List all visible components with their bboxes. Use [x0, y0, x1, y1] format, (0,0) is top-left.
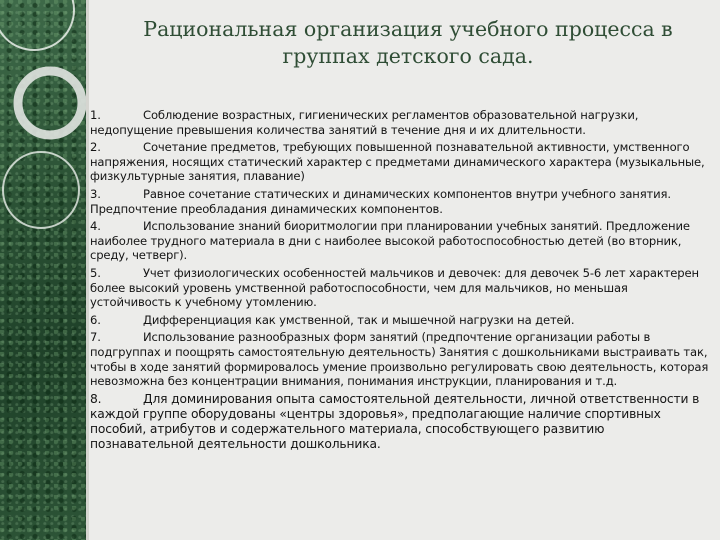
list-item: [90, 313, 710, 328]
item-text: Сочетание предметов, требующих повышенной познавательной активности, умственного напряжения, носящих статический характер с предметами динамического характера (музыкальные, физкультурные занятия, плавание): [90, 140, 705, 184]
sidebar-edge: [86, 0, 89, 540]
item-number: 8.: [90, 391, 102, 406]
item-text: Соблюдение возрастных, гигиенических регламентов образовательной нагрузки, недопущение превышения количества занятий в течение дня и их длительности.: [90, 108, 639, 137]
item-text: Дифференциация как умственной, так и мышечной нагрузки на детей.: [143, 312, 575, 327]
item-number: 2.: [90, 140, 101, 155]
item-text: Использование разнообразных форм занятий (предпочтение организации работы в подгруппах и поощрять самостоятельную деятельность) Занятия с дошкольниками выстраивать так, чтобы в ходе занятий формировалось умение произвольно регулировать свою деятельность, которая невозможна без концентрации внимания, понимания инструкции, планирования и т.д.: [90, 330, 709, 389]
item-number: 5.: [90, 265, 101, 280]
item-text: Учет физиологических особенностей мальчиков и девочек: для девочек 5-6 лет характерен более высокий уровень умственной работоспособности, чем для мальчиков, но меньшая устойчивость к учебному утомлению.: [90, 265, 699, 310]
content-list: [90, 108, 710, 456]
list-item: [90, 392, 710, 453]
list-item: [90, 187, 710, 216]
item-text: Для доминирования опыта самостоятельной деятельности, личной ответственности в каждой группе оборудованы «центры здоровья», предполагающие наличие спортивных пособий, атрибутов и содержательного материала, способствующего развитию познавательной деятельности дошкольника.: [90, 391, 700, 452]
item-number: 6.: [90, 312, 101, 327]
item-number: 7.: [90, 330, 101, 345]
item-text: Использование знаний биоритмологии при планировании учебных занятий. Предложение наиболее трудного материала в дни с наиболее высокой работоспособностью детей (во вторник, среду, четверг).: [90, 219, 690, 263]
decorative-sidebar: [0, 0, 86, 540]
page-title: Рациональная организация учебного процесса в группах детского сада.: [143, 17, 673, 68]
item-number: 3.: [90, 186, 101, 201]
item-text: Равное сочетание статических и динамических компонентов внутри учебного занятия. Предпочтение преобладания динамических компонентов.: [90, 186, 671, 216]
item-number: 4.: [90, 219, 101, 234]
list-item: [90, 266, 710, 310]
item-number: 1.: [90, 108, 101, 122]
list-item: [90, 108, 710, 137]
list-item: [90, 219, 710, 263]
list-item: [90, 330, 710, 388]
list-item: [90, 140, 710, 184]
decorative-circles: [0, 0, 86, 540]
